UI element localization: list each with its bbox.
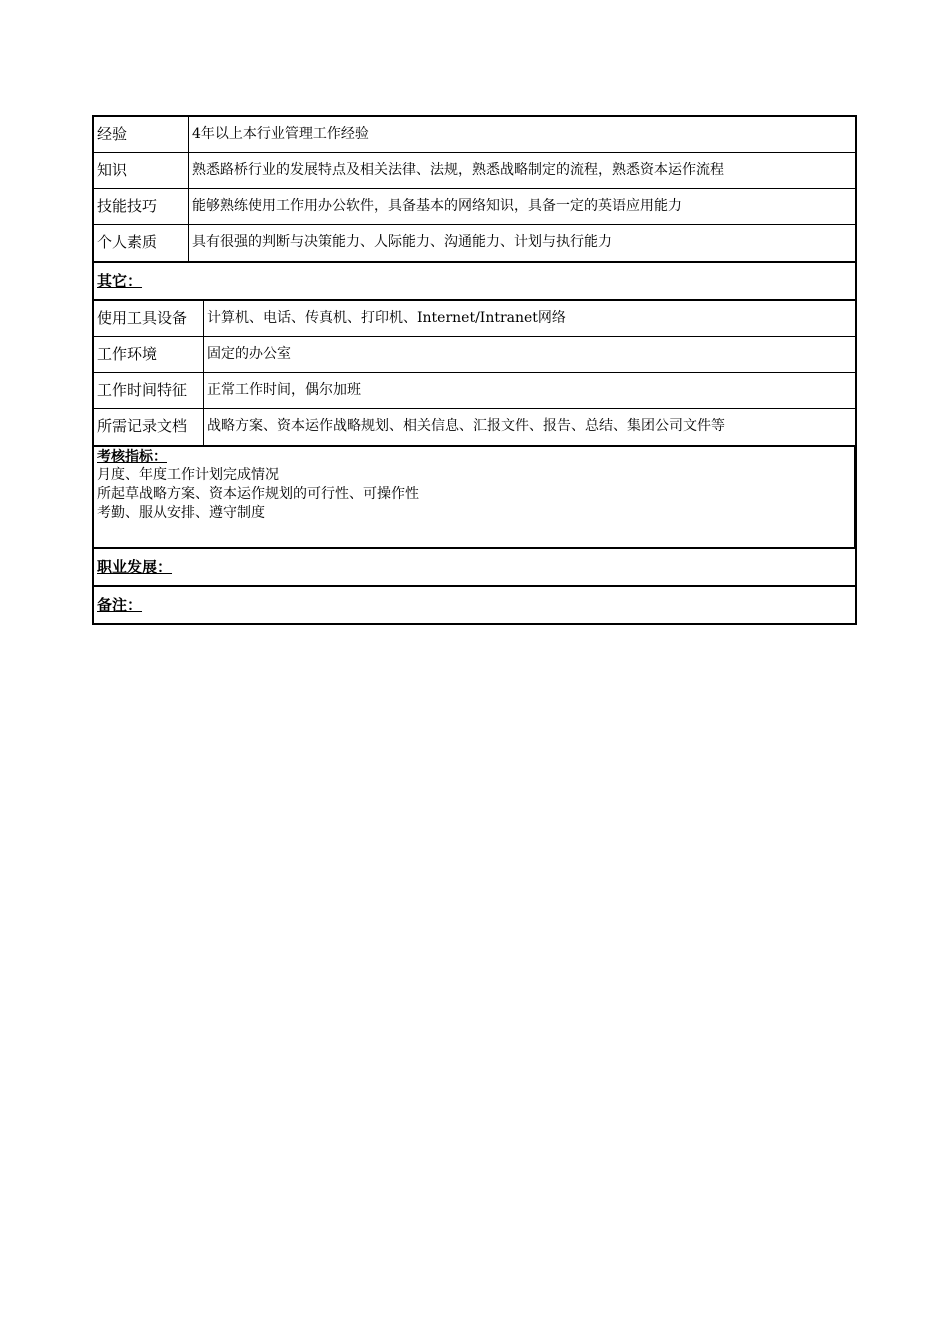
section-title-remarks bbox=[94, 587, 855, 623]
row-label: 技能技巧 bbox=[94, 189, 189, 224]
table-row bbox=[94, 337, 855, 373]
kpi-line: 月度、年度工作计划完成情况 bbox=[97, 467, 279, 483]
row-label: 知识 bbox=[94, 153, 189, 188]
section-title-career bbox=[94, 549, 855, 585]
row-value: 正常工作时间，偶尔加班 bbox=[207, 382, 361, 398]
other-title-block bbox=[92, 261, 857, 299]
other-block bbox=[92, 299, 857, 445]
row-label: 工作环境 bbox=[94, 337, 204, 372]
kpi-title-text: 考核指标： bbox=[97, 449, 167, 465]
table-row bbox=[94, 225, 855, 261]
table-row bbox=[94, 117, 855, 153]
section-title-text: 其它： bbox=[97, 272, 143, 290]
row-label: 所需记录文档 bbox=[94, 409, 204, 445]
job-description-table bbox=[92, 115, 857, 625]
kpi-cell bbox=[94, 447, 855, 547]
row-value: 具有很强的判断与决策能力、人际能力、沟通能力、计划与执行能力 bbox=[192, 234, 612, 250]
table-row bbox=[94, 153, 855, 189]
row-value: 4年以上本行业管理工作经验 bbox=[192, 126, 369, 142]
qualification-block bbox=[92, 115, 857, 261]
row-value: 能够熟练使用工作用办公软件，具备基本的网络知识，具备一定的英语应用能力 bbox=[192, 198, 682, 214]
table-row bbox=[94, 373, 855, 409]
table-row bbox=[94, 301, 855, 337]
row-value: 战略方案、资本运作战略规划、相关信息、汇报文件、报告、总结、集团公司文件等 bbox=[207, 418, 725, 434]
row-value: 计算机、电话、传真机、打印机、Internet/Intranet网络 bbox=[207, 310, 566, 326]
table-row bbox=[94, 409, 855, 445]
section-title-text: 职业发展： bbox=[97, 558, 173, 576]
row-value: 固定的办公室 bbox=[207, 346, 291, 362]
row-label: 使用工具设备 bbox=[94, 301, 204, 336]
kpi-title bbox=[97, 449, 854, 466]
row-label: 个人素质 bbox=[94, 225, 189, 261]
section-title-other bbox=[94, 263, 855, 299]
career-block bbox=[92, 547, 857, 585]
table-row bbox=[94, 189, 855, 225]
remarks-block bbox=[92, 585, 857, 625]
kpi-line: 考勤、服从安排、遵守制度 bbox=[97, 505, 265, 521]
row-value: 熟悉路桥行业的发展特点及相关法律、法规，熟悉战略制定的流程，熟悉资本运作流程 bbox=[192, 162, 724, 178]
section-title-text: 备注： bbox=[97, 596, 143, 614]
row-label: 经验 bbox=[94, 117, 189, 152]
row-label: 工作时间特征 bbox=[94, 373, 204, 408]
kpi-block bbox=[92, 445, 857, 547]
kpi-line: 所起草战略方案、资本运作规划的可行性、可操作性 bbox=[97, 486, 419, 502]
